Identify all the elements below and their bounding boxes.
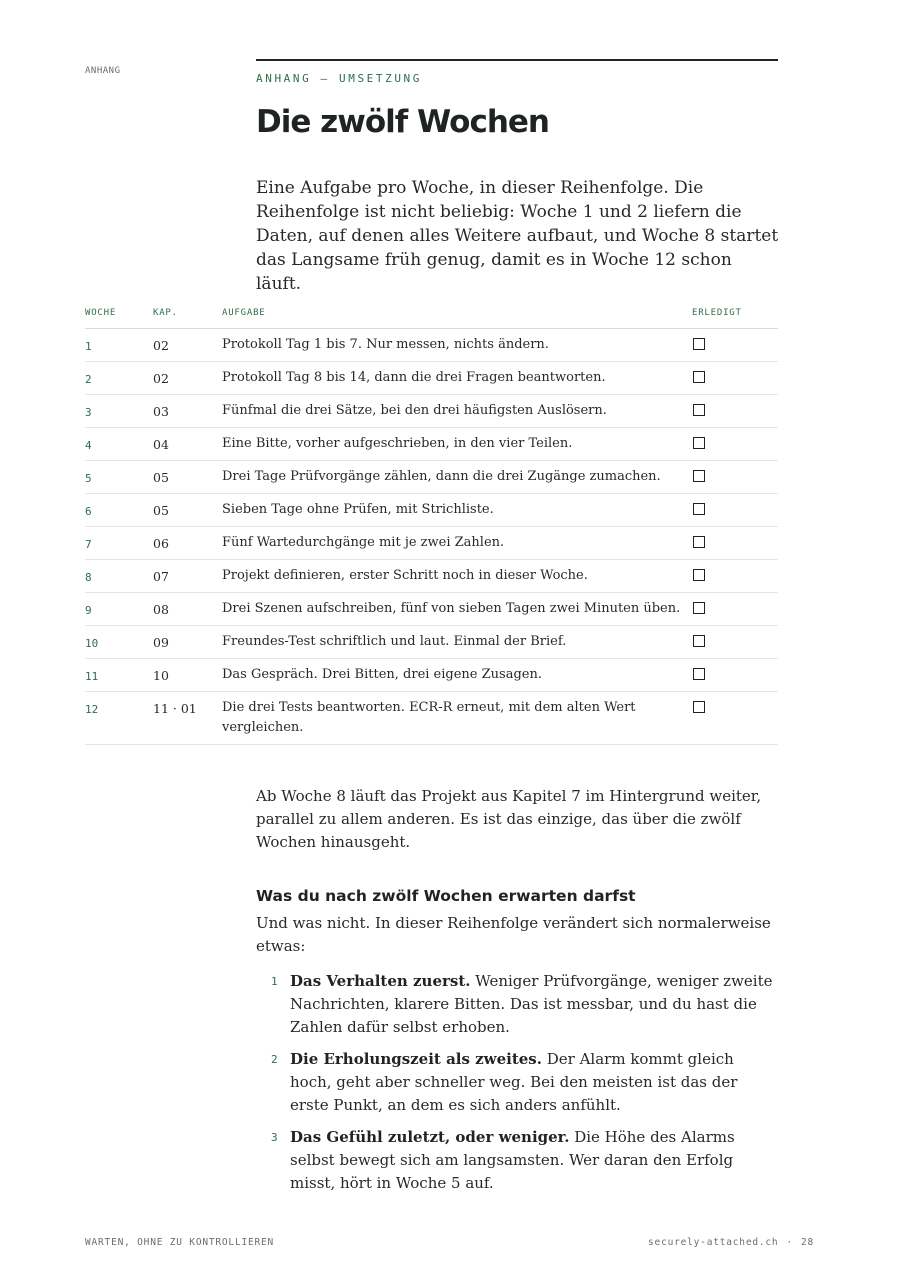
table-row xyxy=(85,659,778,692)
week-number: 8 xyxy=(85,571,92,584)
expectations-list xyxy=(256,970,780,1204)
chapter-ref: 05 xyxy=(153,470,169,485)
page-title: Die zwölf Wochen xyxy=(256,104,549,140)
done-checkbox[interactable] xyxy=(693,470,705,482)
list-item-lead: Das Verhalten zuerst. xyxy=(290,972,471,990)
expectations-intro: Und was nicht. In dieser Reihenfolge verändert sich normalerweise etwas: xyxy=(256,914,771,955)
done-checkbox[interactable] xyxy=(693,701,705,713)
task-text: Sieben Tage ohne Prüfen, mit Strichliste. xyxy=(222,502,494,517)
list-item-text: Weniger Prüfvorgänge, weniger zweite Nachrichten, klarere Bitten. Das ist messbar, und du hast die Zahlen dafür selbst erhoben. xyxy=(290,972,773,1036)
task-text: Eine Bitte, vorher aufgeschrieben, in den vier Teilen. xyxy=(222,436,573,451)
list-number: 1 xyxy=(271,975,278,988)
list-item xyxy=(256,970,780,1039)
header-done: ERLEDIGT xyxy=(692,308,742,318)
done-checkbox[interactable] xyxy=(693,536,705,548)
task-text: Projekt definieren, erster Schritt noch in dieser Woche. xyxy=(222,568,588,583)
weeks-table xyxy=(85,306,778,745)
list-item-lead: Das Gefühl zuletzt, oder weniger. xyxy=(290,1128,570,1146)
top-rule xyxy=(256,59,778,61)
task-text: Drei Tage Prüfvorgänge zählen, dann die drei Zugänge zumachen. xyxy=(222,469,661,484)
chapter-ref: 02 xyxy=(153,338,169,353)
footer-site: securely-attached.ch xyxy=(648,1237,779,1248)
header-week: WOCHE xyxy=(85,308,117,318)
done-checkbox[interactable] xyxy=(693,338,705,350)
table-row xyxy=(85,692,778,745)
table-row xyxy=(85,494,778,527)
task-text: Das Gespräch. Drei Bitten, drei eigene Zusagen. xyxy=(222,667,542,682)
table-row xyxy=(85,560,778,593)
week-number: 5 xyxy=(85,472,92,485)
table-row xyxy=(85,395,778,428)
list-number: 3 xyxy=(271,1131,278,1144)
done-checkbox[interactable] xyxy=(693,503,705,515)
table-row xyxy=(85,461,778,494)
running-head: ANHANG xyxy=(85,66,121,76)
chapter-ref: 11 · 01 xyxy=(153,701,197,716)
lead-paragraph: Eine Aufgabe pro Woche, in dieser Reihenfolge. Die Reihenfolge ist nicht beliebig: Woche 1 und 2 liefern die Daten, auf denen alles Weitere aufbaut, und Woche 8 startet das Langsame früh genug, damit es in Woche 12 schon läuft. xyxy=(256,178,779,294)
week-number: 1 xyxy=(85,340,92,353)
done-checkbox[interactable] xyxy=(693,602,705,614)
week-number: 4 xyxy=(85,439,92,452)
expectations-heading: Was du nach zwölf Wochen erwarten darfst xyxy=(256,887,636,905)
task-text: Die drei Tests beantworten. ECR-R erneut, mit dem alten Wert vergleichen. xyxy=(222,700,636,735)
list-item xyxy=(256,1048,780,1117)
list-item-lead: Die Erholungszeit als zweites. xyxy=(290,1050,542,1068)
task-text: Freundes-Test schriftlich und laut. Einmal der Brief. xyxy=(222,634,567,649)
page-number: 28 xyxy=(800,1237,814,1248)
footer-separator: · xyxy=(786,1237,793,1248)
list-item-text: Die Höhe des Alarms selbst bewegt sich am langsamsten. Wer daran den Erfolg misst, hört in Woche 5 auf. xyxy=(290,1128,735,1192)
task-text: Fünfmal die drei Sätze, bei den drei häufigsten Auslösern. xyxy=(222,403,607,418)
task-text: Protokoll Tag 1 bis 7. Nur messen, nichts ändern. xyxy=(222,337,549,352)
chapter-ref: 03 xyxy=(153,404,169,419)
table-row xyxy=(85,593,778,626)
chapter-ref: 05 xyxy=(153,503,169,518)
week-number: 10 xyxy=(85,637,99,650)
header-task: AUFGABE xyxy=(222,308,266,318)
header-chapter: KAP. xyxy=(153,308,178,318)
done-checkbox[interactable] xyxy=(693,437,705,449)
table-body xyxy=(85,329,778,745)
table-row xyxy=(85,362,778,395)
done-checkbox[interactable] xyxy=(693,371,705,383)
week-number: 9 xyxy=(85,604,92,617)
list-item xyxy=(256,1126,780,1195)
task-text: Fünf Wartedurchgänge mit je zwei Zahlen. xyxy=(222,535,505,550)
chapter-ref: 08 xyxy=(153,602,169,617)
footer-right xyxy=(648,1237,814,1248)
table-row xyxy=(85,428,778,461)
chapter-ref: 02 xyxy=(153,371,169,386)
done-checkbox[interactable] xyxy=(693,404,705,416)
chapter-ref: 06 xyxy=(153,536,169,551)
chapter-ref: 10 xyxy=(153,668,169,683)
table-row xyxy=(85,626,778,659)
list-item-text: Der Alarm kommt gleich hoch, geht aber schneller weg. Bei den meisten ist das der erste Punkt, an dem es sich anders anfühlt. xyxy=(290,1050,738,1114)
done-checkbox[interactable] xyxy=(693,569,705,581)
chapter-ref: 07 xyxy=(153,569,169,584)
footer-book-title: WARTEN, OHNE ZU KONTROLLIEREN xyxy=(85,1237,275,1248)
week-number: 11 xyxy=(85,670,99,683)
week-number: 7 xyxy=(85,538,92,551)
done-checkbox[interactable] xyxy=(693,635,705,647)
done-checkbox[interactable] xyxy=(693,668,705,680)
list-number: 2 xyxy=(271,1053,278,1066)
chapter-ref: 04 xyxy=(153,437,169,452)
week-number: 2 xyxy=(85,373,92,386)
section-eyebrow: ANHANG — UMSETZUNG xyxy=(256,72,423,85)
week-number: 3 xyxy=(85,406,92,419)
task-text: Protokoll Tag 8 bis 14, dann die drei Fragen beantworten. xyxy=(222,370,606,385)
after-table-paragraph: Ab Woche 8 läuft das Projekt aus Kapitel 7 im Hintergrund weiter, parallel zu allem anderen. Es ist das einzige, das über die zwölf Wochen hinausgeht. xyxy=(256,787,762,851)
task-text: Drei Szenen aufschreiben, fünf von sieben Tagen zwei Minuten üben. xyxy=(222,601,681,616)
table-header xyxy=(85,306,778,329)
week-number: 6 xyxy=(85,505,92,518)
table-row xyxy=(85,527,778,560)
chapter-ref: 09 xyxy=(153,635,169,650)
table-row xyxy=(85,329,778,362)
week-number: 12 xyxy=(85,703,99,716)
